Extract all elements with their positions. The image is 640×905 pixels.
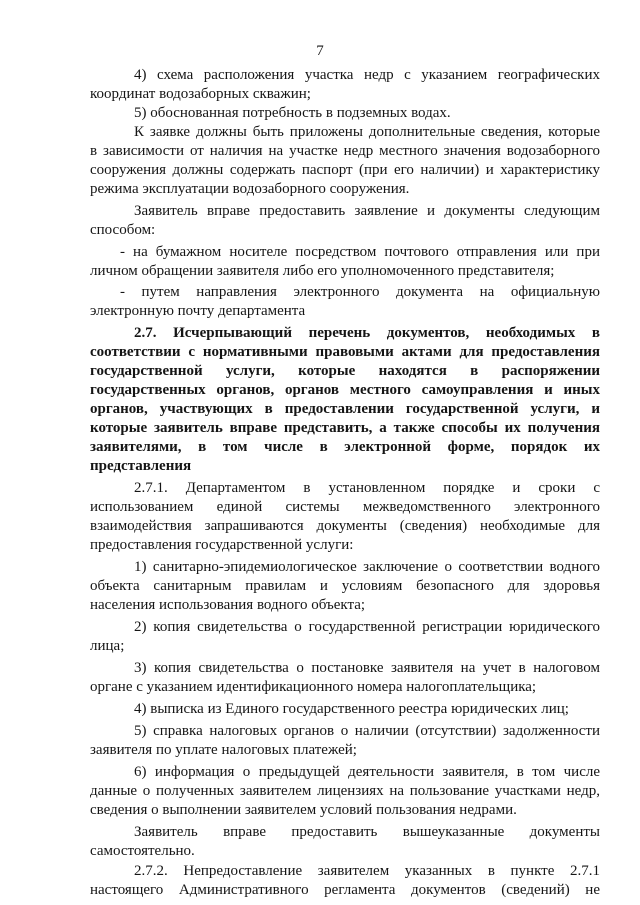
text-line: самостоятельно. bbox=[90, 843, 195, 859]
text-line: 4) выписка из Единого государственного реестра юридических лиц; bbox=[134, 701, 569, 717]
section-heading-line: 2.7. Исчерпывающий перечень документов, необходимых в bbox=[134, 325, 600, 341]
text-line: - путем направления электронного документа на официальную bbox=[120, 284, 600, 300]
text-line: личном обращении заявителя либо его уполномоченного представителя; bbox=[90, 263, 555, 279]
text-line: использованием единой системы межведомственного электронного bbox=[90, 499, 600, 515]
text-line: лица; bbox=[90, 638, 125, 654]
text-line: населения использования водного объекта; bbox=[90, 597, 366, 613]
text-line: заявителя по уплате налоговых платежей; bbox=[90, 742, 357, 758]
text-line: настоящего Административного регламента документов (сведений) не bbox=[90, 882, 600, 898]
text-line: Заявитель вправе предоставить вышеуказанные документы bbox=[134, 824, 600, 840]
text-line: К заявке должны быть приложены дополнительные сведения, которые bbox=[134, 124, 600, 140]
section-heading-line: заявителями, в том числе в электронной форме, порядок их bbox=[90, 439, 600, 455]
text-line: сведения о выполнении заявителем условий пользования недрами. bbox=[90, 802, 517, 818]
text-line: 1) санитарно-эпидемиологическое заключение о соответствии водного bbox=[134, 559, 600, 575]
section-heading-line: государственных органов, органов местного самоуправления и иных bbox=[90, 382, 600, 398]
text-line: 2) копия свидетельства о государственной регистрации юридического bbox=[134, 619, 600, 635]
text-line: предоставления государственной услуги: bbox=[90, 537, 354, 553]
text-line: органе с указанием идентификационного номера налогоплательщика; bbox=[90, 679, 537, 695]
text-line: режима эксплуатации водозаборного сооружения. bbox=[90, 181, 410, 197]
text-line: 2.7.1. Департаментом в установленном порядке и сроки с bbox=[134, 480, 600, 496]
section-heading-line: соответствии с нормативными правовыми актами для предоставления bbox=[90, 344, 600, 360]
text-line: электронную почту департамента bbox=[90, 303, 306, 319]
text-line: в зависимости от наличия на участке недр местного значения водозаборного bbox=[90, 143, 600, 159]
text-line: 5) справка налоговых органов о наличии (отсутствии) задолженности bbox=[134, 723, 600, 739]
page-number: 7 bbox=[316, 43, 324, 59]
text-line: объекта санитарным правилам и условиям безопасного для здоровья bbox=[90, 578, 600, 594]
text-line: данные о полученных заявителем лицензиях на пользование участками недр, bbox=[90, 783, 600, 799]
text-line: 5) обоснованная потребность в подземных водах. bbox=[134, 105, 451, 121]
text-line: Заявитель вправе предоставить заявление и документы следующим bbox=[134, 203, 600, 219]
section-heading-line: представления bbox=[90, 458, 192, 474]
section-heading-line: которые заявитель вправе представить, а также способы их получения bbox=[90, 420, 600, 436]
text-line: 2.7.2. Непредоставление заявителем указанных в пункте 2.7.1 bbox=[134, 863, 600, 879]
text-line: сооружения должны содержать паспорт (при его наличии) и характеристику bbox=[90, 162, 600, 178]
text-line: - на бумажном носителе посредством почтового отправления или при bbox=[120, 244, 600, 260]
text-line: 4) схема расположения участка недр с указанием географических bbox=[134, 67, 600, 83]
text-line: взаимодействия запрашиваются документы (сведения) необходимые для bbox=[90, 518, 600, 534]
text-line: координат водозаборных скважин; bbox=[90, 86, 311, 102]
text-line: способом: bbox=[90, 222, 156, 238]
section-heading-line: органов, участвующих в предоставлении государственной услуги, и bbox=[90, 401, 600, 417]
section-heading-line: государственной услуги, которые находятся в распоряжении bbox=[90, 363, 600, 379]
text-line: 3) копия свидетельства о постановке заявителя на учет в налоговом bbox=[134, 660, 600, 676]
text-line: 6) информация о предыдущей деятельности заявителя, в том числе bbox=[134, 764, 600, 780]
